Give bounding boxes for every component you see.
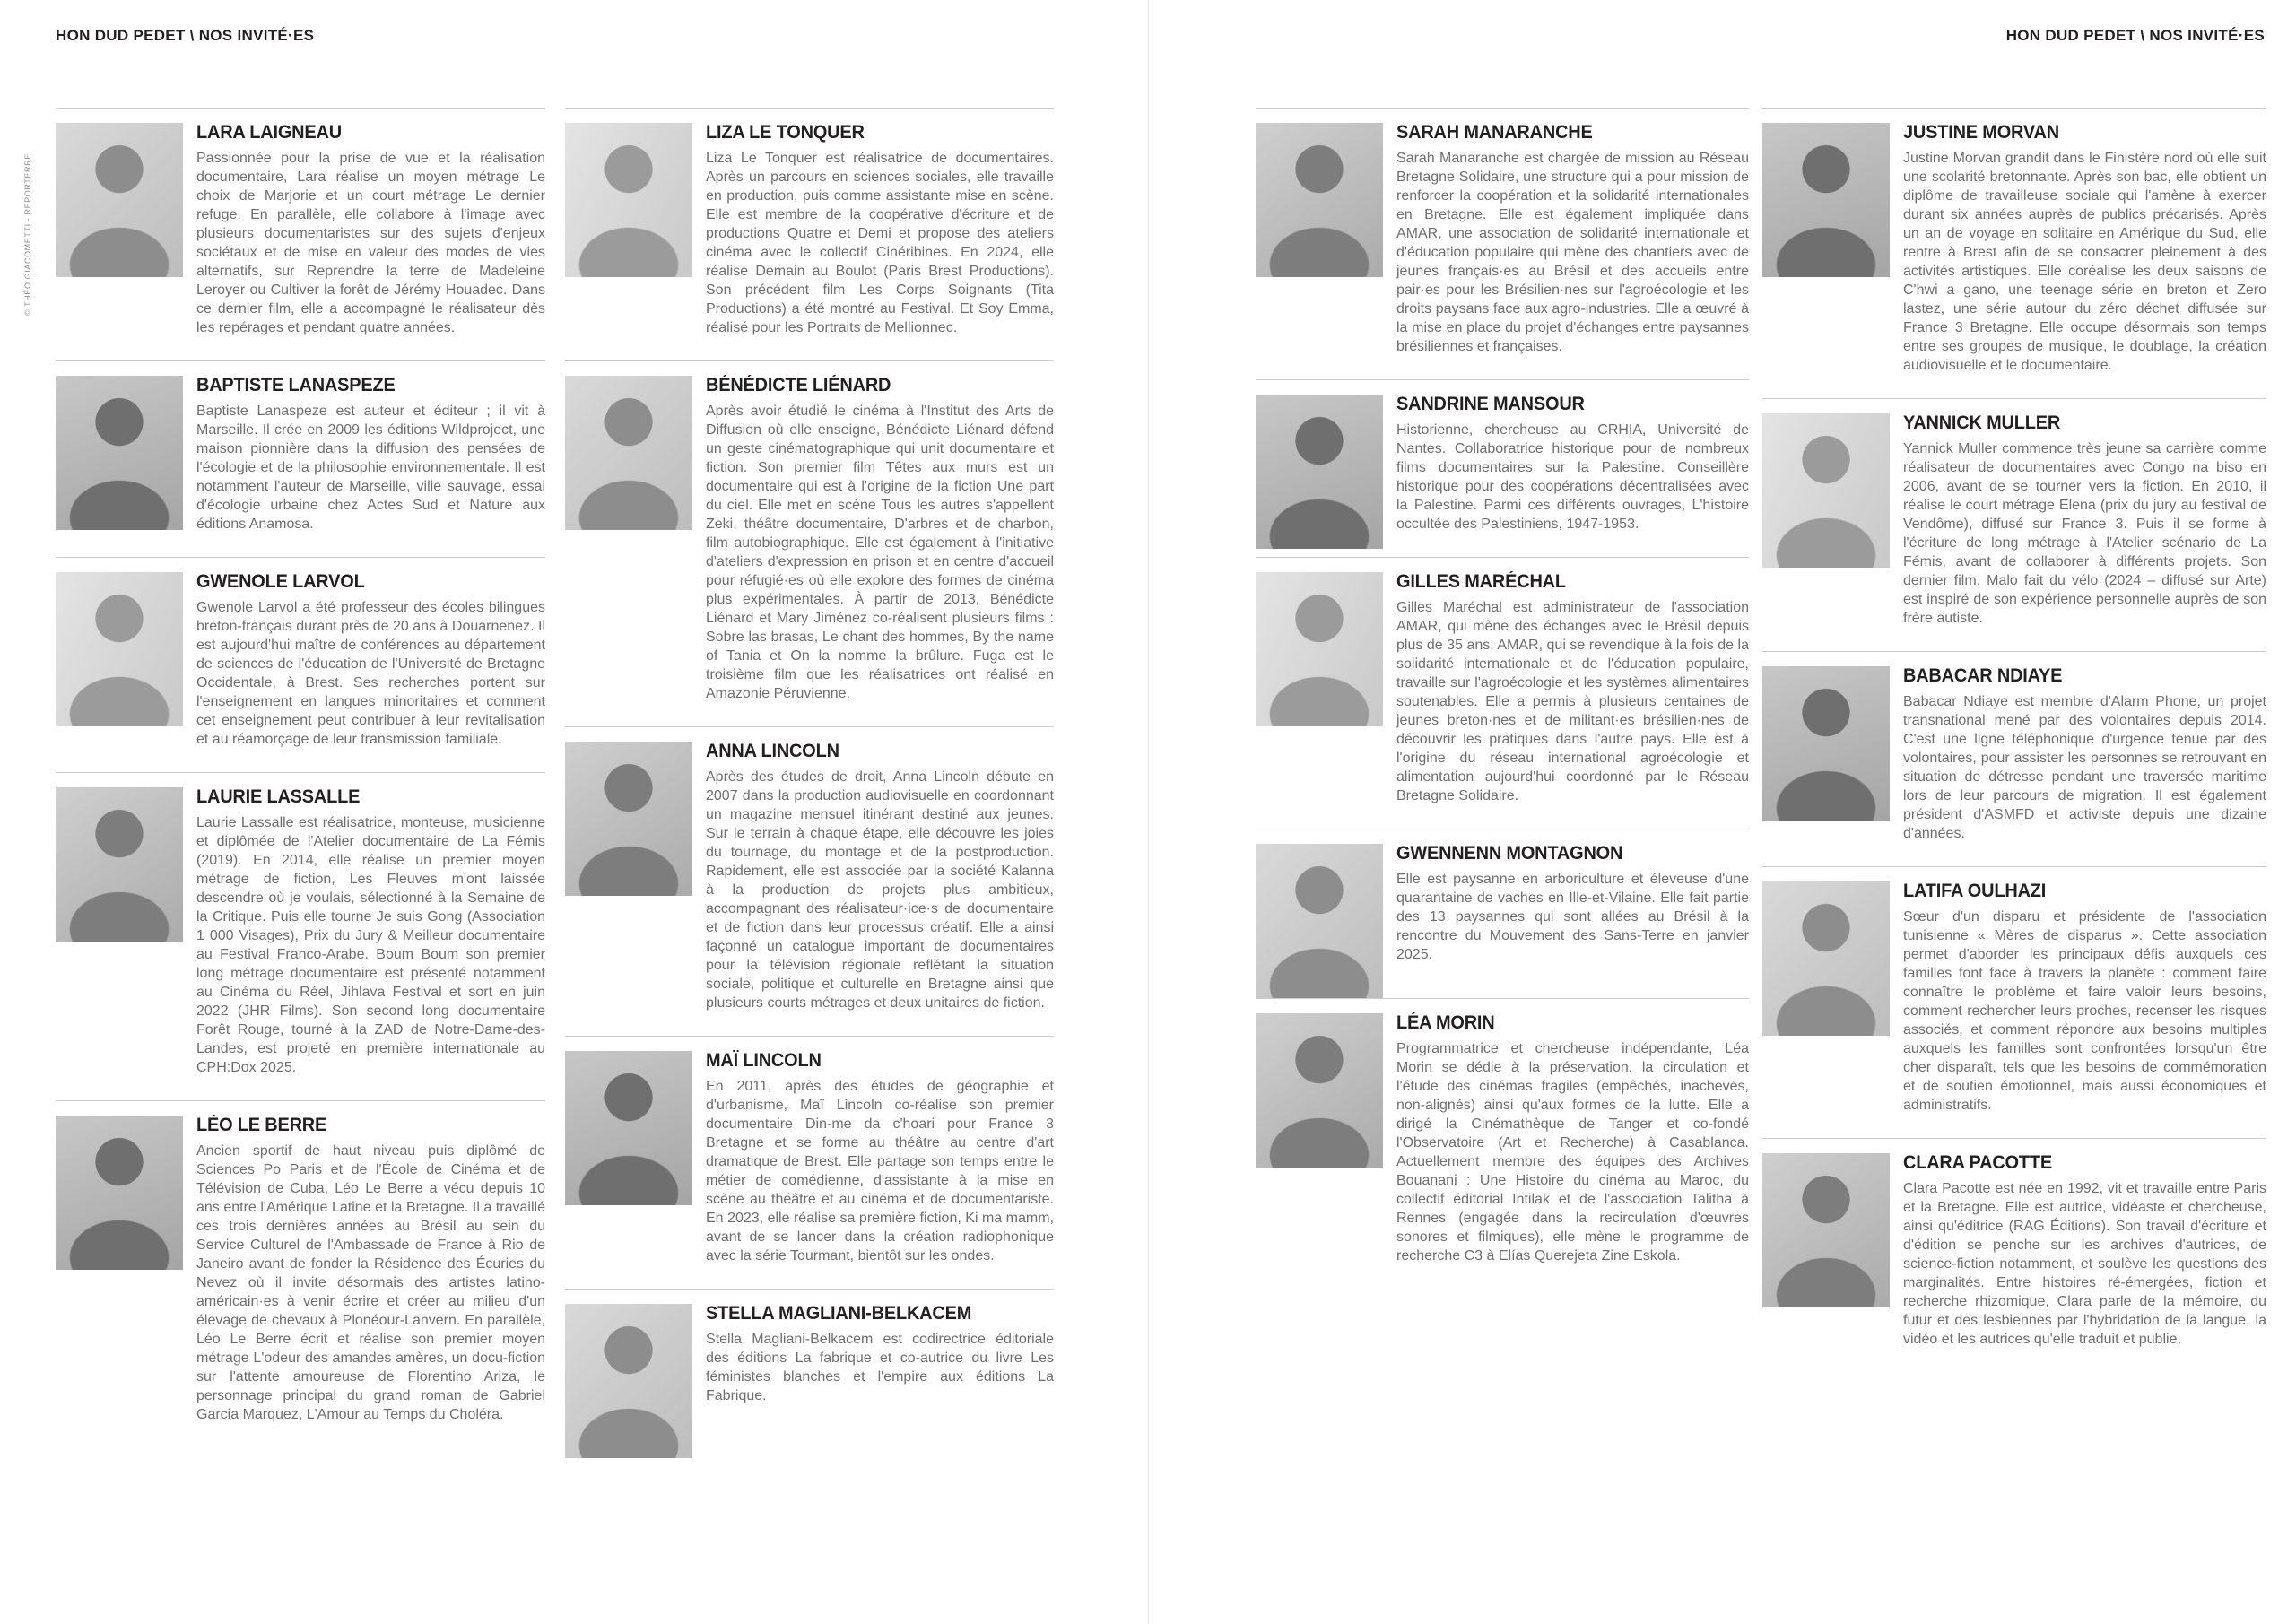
portrait-lara-laigneau (56, 123, 183, 277)
guest-name: MAÏ LINCOLN (706, 1050, 822, 1072)
portrait-sarah-manaranche (1256, 123, 1383, 277)
guest-entry-justine-morvan (1762, 108, 2266, 398)
guest-entry-sandrine-mansour (1256, 379, 1749, 557)
guest-name: SARAH MANARANCHE (1396, 122, 1593, 143)
column-4 (1762, 108, 2266, 1372)
page-fold-divider (1148, 0, 1149, 1624)
guest-entry-benedicte-lienard (565, 360, 1054, 726)
guest-entry-gwenole-larvol (56, 557, 545, 772)
guest-entry-lara-laigneau (56, 108, 545, 360)
guest-name: BABACAR NDIAYE (1903, 665, 2063, 687)
guest-name: GWENNENN MONTAGNON (1396, 843, 1623, 864)
portrait-laurie-lassalle (56, 787, 183, 942)
portrait-gwennenn-montagnon (1256, 844, 1383, 998)
portrait-clara-pacotte (1762, 1153, 1890, 1307)
guest-name: GILLES MARÉCHAL (1396, 571, 1566, 593)
guest-entry-sarah-manaranche (1256, 108, 1749, 379)
guest-bio: Yannick Muller commence très jeune sa carrière comme réalisateur de documentaires avec Congo na biso en 2006, avant de se tourner vers la fiction. En 2010, il réalise le court métrage Elena (prix du jury au festival de Vendôme), diffusé sur France 3. Puis il se forme à l'écriture de long métrage à l'Atelier scénario de La Fémis, avant de collaborer à différents projets. Son dernier film, Malo fait du vélo (2024 – diffusé sur Arte) est inspiré de son expérience personnelle auprès de son frère autiste. (1903, 441, 2266, 627)
portrait-mai-lincoln (565, 1051, 692, 1205)
guest-bio: Gwenole Larvol a été professeur des écoles bilingues breton-français durant près de 20 ans à Douarnenez. Il est aujourd'hui maître de conférences au département de sciences de l'éducation de l'Université de Bretagne Occidentale, à Brest. Ses recherches portent sur l'enseignement en langues minoritaires et comment cet enseignement peut contribuer à leur revitalisation et au réamorçage de leur transmission familiale. (196, 600, 545, 748)
guest-entry-latifa-oulhazi (1762, 866, 2266, 1138)
guest-entry-liza-le-tonquer (565, 108, 1054, 360)
guest-name: GWENOLE LARVOL (196, 571, 365, 593)
guest-bio: Liza Le Tonquer est réalisatrice de documentaires. Après un parcours en sciences sociales, elle travaille en production, puis comme assistante mise en scène. Elle est membre de la coopérative d'écriture et de productions Quatre et Demi et propose des ateliers cinéma avec le collectif Cinéribines. En 2024, elle réalise Demain au Boulot (Paris Brest Productions). Son précédent film Les Corps Soignants (Tita Productions) a été montré au Festival. Et Soy Emma, réalisé pour les Portraits de Mellionnec. (706, 151, 1054, 336)
guest-name: BÉNÉDICTE LIÉNARD (706, 375, 891, 396)
photo-credit: © THÉO GIACOMETTI - REPORTERRE (23, 153, 32, 316)
guest-name: LARA LAIGNEAU (196, 122, 342, 143)
entry-divider (565, 108, 1054, 109)
entry-divider (1256, 108, 1749, 109)
entry-divider (1762, 398, 2266, 399)
page-header-left: HON DUD PEDET \ NOS INVITÉ·ES (56, 27, 315, 44)
guest-name: LÉO LE BERRE (196, 1115, 327, 1136)
guest-name: JUSTINE MORVAN (1903, 122, 2059, 143)
portrait-stella-magliani-belkacem (565, 1304, 692, 1458)
guest-bio: Sœur d'un disparu et présidente de l'association tunisienne « Mères de disparus ». Cette association permet d'aborder les principaux défis auxquels ces familles font face à travers la planète : comment faire connaître le problème et faire valoir leurs besoins, comment rechercher leurs proches, recenser les risques associés, et comment répondre aux besoins multiples auxquels les familles sont confrontées lorsqu'un être cher disparaît, tels que les besoins de commémoration et de soutien émotionnel, mais aussi économiques et administratifs. (1903, 909, 2266, 1114)
guest-entry-anna-lincoln (565, 726, 1054, 1036)
entry-divider (1762, 108, 2266, 109)
guest-bio: Après avoir étudié le cinéma à l'Institut des Arts de Diffusion où elle enseigne, Bénédicte Liénard défend un geste cinématographique qui unit documentaire et fiction. Son premier film Têtes aux murs est un documentaire qui est à l'origine de la fiction Une part du ciel. Elle met en scène Tous les autres s'appellent Zeki, théâtre documentaire, D'arbres et de charbon, film autobiographique. Elle est également à l'initiative d'ateliers d'expression en prison et en centre d'accueil pour réfugié·es où elle explore des formes de cinéma plus expérimentales. À partir de 2013, Bénédicte Liénard et Mary Jiménez co-réalisent plusieurs films : Sobre las brasas, Le chant des hommes, By the name of Tania et On la nomme la brûlure. Fuga est le troisième film que les réalisatrices ont réalisé en Amazonie Péruvienne. (706, 404, 1054, 702)
entry-divider (56, 1100, 545, 1101)
guest-entry-gilles-marechal (1256, 557, 1749, 829)
guest-name: LIZA LE TONQUER (706, 122, 865, 143)
portrait-liza-le-tonquer (565, 123, 692, 277)
portrait-yannick-muller (1762, 413, 1890, 568)
entry-divider (1256, 998, 1749, 999)
portrait-gilles-marechal (1256, 572, 1383, 726)
portrait-leo-le-berre (56, 1116, 183, 1270)
entry-divider (1762, 1138, 2266, 1139)
column-3 (1256, 108, 1749, 1289)
entry-divider (565, 1289, 1054, 1290)
page-header-right: HON DUD PEDET \ NOS INVITÉ·ES (2005, 27, 2265, 44)
guest-bio: Après des études de droit, Anna Lincoln débute en 2007 dans la production audiovisuelle en coordonnant un magazine mensuel itinérant destiné aux jeunes. Sur le terrain à chaque étape, elle découvre les joies du tournage, du montage et de la postproduction. Rapidement, elle est associée par la société Kalanna à la production de projets plus ambitieux, accompagnant des réalisateur·ice·s de documentaire et de fiction dans leur processus créatif. Elle a ainsi façonné un catalogue important de documentaires pour la télévision régionale reflétant la situation sociale, politique et culturelle en Bretagne ainsi que plusieurs courts métrages et deux unitaires de fiction. (706, 769, 1054, 1012)
guest-name: CLARA PACOTTE (1903, 1152, 2052, 1174)
column-2 (565, 108, 1054, 1458)
guest-bio: En 2011, après des études de géographie et d'urbanisme, Maï Lincoln co-réalise son premier documentaire Din-me da c'hoari pour France 3 Bretagne et se forme au théâtre au centre d'art dramatique de Brest. Elle partage son temps entre le métier de comédienne, d'assistante à la mise en scène au théâtre et au cinéma et de documentariste. En 2023, elle réalise sa première fiction, Ki ma mamm, avant de se lancer dans la création radiophonique avec la série Tourmant, bientôt sur les ondes. (706, 1079, 1054, 1264)
guest-name: LATIFA OULHAZI (1903, 881, 2047, 902)
guest-name: LAURIE LASSALLE (196, 786, 361, 808)
guest-bio: Gilles Maréchal est administrateur de l'association AMAR, qui mène des échanges avec le Brésil depuis plus de 35 ans. AMAR, qui se revendique à la fois de la solidarité internationale et de l'éducation populaire, travaille sur l'agroécologie et les systèmes alimentaires soutenables. Elle a permis à plusieurs centaines de jeunes breton·nes et de militant·es brésilien·nes de découvrir les pratiques dans l'autre pays. Elle est à l'origine du réseau international agroécologie et alimentation aujourd'hui coordonné par le Réseau Bretagne Solidaire. (1396, 600, 1749, 804)
portrait-anna-lincoln (565, 742, 692, 896)
guest-entry-clara-pacotte (1762, 1138, 2266, 1372)
entry-divider (56, 108, 545, 109)
entry-divider (565, 360, 1054, 361)
guest-name: YANNICK MULLER (1903, 413, 2061, 434)
guest-name: STELLA MAGLIANI-BELKACEM (706, 1303, 972, 1324)
guest-bio: Programmatrice et chercheuse indépendante, Léa Morin se dédie à la préservation, la circulation et l'étude des cinémas fragiles (empêchés, inachevés, non-alignés) ainsi qu'aux formes de la lutte. Elle a dirigé la Cinémathèque de Tanger et co-fondé l'Observatoire (Art et Recherche) à Casablanca. Actuellement membre des équipes des Archives Bouanani : Une Histoire du cinéma au Maroc, du collectif éditorial Intilak et de l'association Talitha à Rennes (engagée dans la recirculation d'œuvres sonores et filmiques), elle mène le programme de recherche C3 à Elías Querejeta Zine Eskola. (1396, 1041, 1749, 1264)
guest-bio: Historienne, chercheuse au CRHIA, Université de Nantes. Collaboratrice historique pour de nombreux films documentaires sur la Palestine. Conseillère historique pour des coopérations décentralisées avec la Palestine. Parmi ces différents ouvrages, L'histoire occultée des Palestiniens, 1947-1953. (1396, 422, 1749, 533)
guest-name: SANDRINE MANSOUR (1396, 394, 1585, 415)
guest-entry-lea-morin (1256, 998, 1749, 1289)
guest-entry-laurie-lassalle (56, 772, 545, 1100)
guest-name: ANNA LINCOLN (706, 741, 839, 762)
guest-bio: Laurie Lassalle est réalisatrice, monteuse, musicienne et diplômée de l'Atelier documentaire de La Fémis (2019). En 2014, elle réalise un premier moyen métrage de fiction, Les Fleuves m'ont laissée descendre où je voulais, sélectionné à la Semaine de la Critique. Puis elle tourne Je suis Gong (Association 1 000 Visages), Prix du Jury & Meilleur documentaire au Festival Franco-Arabe. Boum Boum son premier long métrage documentaire est présenté notamment au Cinéma du Réel, Jihlava Festival et sort en juin 2022 (JHR Films). Son second long documentaire Forêt Rouge, tourné à la ZAD de Notre-Dame-des-Landes, est projeté en première internationale au CPH:Dox 2025. (196, 815, 545, 1076)
entry-divider (1256, 379, 1749, 380)
guest-bio: Sarah Manaranche est chargée de mission au Réseau Bretagne Solidaire, une structure qui a pour mission de renforcer la coopération et la solidarité internationales en Bretagne. Elle est également impliquée dans AMAR, une association de solidarité internationale et d'éducation populaire qui mène des chantiers avec de jeunes français·es au Brésil et des accueils entre pair·es pour les Brésilien·nes sur l'agroécologie et les droits paysans face aux agro-industries. Elle a œuvré à la mise en place du projet d'échanges entre paysannes brésiliennes et françaises. (1396, 151, 1749, 355)
portrait-latifa-oulhazi (1762, 881, 1890, 1036)
guest-bio: Clara Pacotte est née en 1992, vit et travaille entre Paris et la Bretagne. Elle est autrice, vidéaste et chercheuse, ainsi qu'éditrice (RAG Éditions). Son travail d'écriture et d'édition se penche sur les archives d'autrices, de science-fiction notamment, et soulève les questions des marginalités. Entre histoires ré-émergées, fiction et recherche rhizomique, Clara parle de la mémoire, du futur et des lesbiennes par l'hybridation de la langue, la vidéo et les autrices qu'elle traduit et publie. (1903, 1181, 2266, 1348)
guest-bio: Passionnée pour la prise de vue et la réalisation documentaire, Lara réalise un moyen métrage Le choix de Marjorie et un court métrage Le dernier refuge. En parallèle, elle collabore à l'image avec plusieurs documentaristes sur des sujets d'enjeux sociétaux et de mise en valeur des modes de vies alternatifs, sur Reprendre la terre de Madeleine Leroyer ou Cultiver la forêt de Jérémy Houadec. Dans ce dernier film, elle a accompagné le réalisateur dès les repérages et pendant quatre années. (196, 151, 545, 336)
portrait-baptiste-lanaspeze (56, 376, 183, 530)
portrait-babacar-ndiaye (1762, 666, 1890, 821)
guest-entry-babacar-ndiaye (1762, 651, 2266, 866)
guest-name: BAPTISTE LANASPEZE (196, 375, 396, 396)
entry-divider (56, 360, 545, 361)
guest-entry-gwennenn-montagnon (1256, 829, 1749, 998)
guest-bio: Elle est paysanne en arboriculture et éleveuse d'une quarantaine de vaches en Ille-et-Vilaine. Elle fait partie des 13 paysannes qui sont allées au Brésil à la rencontre du Mouvement des Sans-Terre en janvier 2025. (1396, 872, 1749, 963)
guest-entry-stella-magliani-belkacem (565, 1289, 1054, 1458)
guest-bio: Babacar Ndiaye est membre d'Alarm Phone, un projet transnational mené par des volontaires depuis 2014. C'est une ligne téléphonique d'urgence tenue par des volontaires, pour assister les personnes se retrouvant en situation de détresse pendant une traversée maritime lors de leur parcours de migration. Il est également président d'ASMFD et activiste depuis une dizaine d'années. (1903, 694, 2266, 842)
portrait-gwenole-larvol (56, 572, 183, 726)
portrait-sandrine-mansour (1256, 395, 1383, 549)
guest-name: LÉA MORIN (1396, 1012, 1495, 1034)
portrait-justine-morvan (1762, 123, 1890, 277)
entry-divider (565, 1036, 1054, 1037)
guest-bio: Ancien sportif de haut niveau puis diplômé de Sciences Po Paris et de l'École de Cinéma et de Télévision de Cuba, Léo Le Berre a vécu depuis 10 ans entre l'Amérique Latine et la Bretagne. Il a travaillé ces trois dernières années au Brésil au sein du Service Culturel de l'Ambassade de France à Rio de Janeiro avant de fonder la Résidence des Écuries du Nevez où il invite désormais des artistes latino-américain·es à venir écrire et créer au milieu d'un élevage de chevaux à Plonéour-Lanvern. En parallèle, Léo Le Berre écrit et réalise son premier moyen métrage L'odeur des amandes amères, un docu-fiction sur l'attente amoureuse de Florentino Ariza, le personnage principal du grand roman de Gabriel Garcia Marquez, L'Amour au Temps du Choléra. (196, 1143, 545, 1423)
portrait-benedicte-lienard (565, 376, 692, 530)
guest-bio: Justine Morvan grandit dans le Finistère nord où elle suit une scolarité bretonnante. Après son bac, elle obtient un diplôme de travailleuse sociale qui l'amène à exercer durant six années auprès de publics précarisés. Après un an de voyage en solitaire en Amérique du Sud, elle rentre à Brest afin de se consacrer pleinement à des activités artistiques. Elle coréalise les deux saisons de C'hwi a gano, une teenage série en breton et Zero lastez, une série autour du zéro déchet diffusée sur France 3 Bretagne. Elle occupe désormais son temps entre ses groupes de musique, le doublage, la création audiovisuelle et le documentaire. (1903, 151, 2266, 374)
entry-divider (56, 557, 545, 558)
portrait-lea-morin (1256, 1013, 1383, 1168)
guest-bio: Stella Magliani-Belkacem est codirectrice éditoriale des éditions La fabrique et co-autrice du livre Les féministes blanches et l'empire aux éditions La Fabrique. (706, 1332, 1054, 1404)
guest-entry-yannick-muller (1762, 398, 2266, 651)
entry-divider (56, 772, 545, 773)
guest-entry-baptiste-lanaspeze (56, 360, 545, 557)
entry-divider (1762, 866, 2266, 867)
guest-bio: Baptiste Lanaspeze est auteur et éditeur ; il vit à Marseille. Il crée en 2009 les éditions Wildproject, une maison pionnière dans la diffusion des pensées de l'écologie et de la philosophie environnementale. Il est notamment l'auteur de Marseille, ville sauvage, essai d'écologie urbaine chez Actes Sud et Nature aux éditions Anamosa. (196, 404, 545, 533)
guest-entry-mai-lincoln (565, 1036, 1054, 1289)
entry-divider (565, 726, 1054, 727)
guest-entry-leo-le-berre (56, 1100, 545, 1447)
entry-divider (1762, 651, 2266, 652)
entry-divider (1256, 557, 1749, 558)
column-1 (56, 108, 545, 1447)
